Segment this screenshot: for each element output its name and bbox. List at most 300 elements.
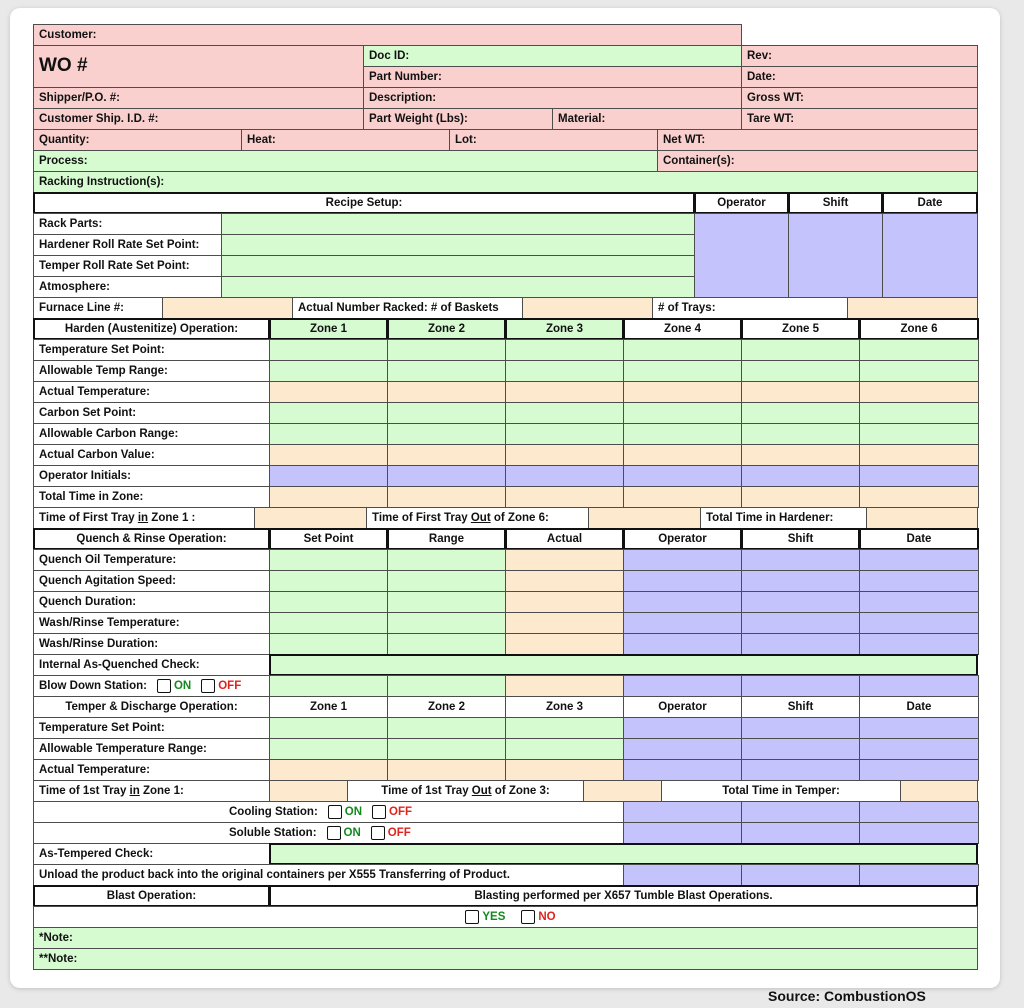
temper-total-label-cell <box>661 780 901 802</box>
temper-operator-header-text: Operator <box>658 701 707 713</box>
harden-allowable-temp-range-zone-1-input[interactable] <box>269 360 388 382</box>
wash-rinse-duration-label-cell <box>33 633 270 655</box>
temper-first-in-label: Time of 1st Tray in Zone 1: <box>39 785 184 797</box>
internal-check-label-cell <box>33 654 270 676</box>
temper-temperature-set-point-col-2-input[interactable] <box>387 717 506 739</box>
temper-actual-temperature-col-4-input[interactable] <box>623 759 742 781</box>
harden-actual-temperature-zone-1-input[interactable] <box>269 381 388 403</box>
quench-range-header-text: Range <box>428 533 465 545</box>
cooling-signoff-3-input[interactable] <box>859 801 979 823</box>
wash-rinse-temperature-label-cell-text: Wash/Rinse Temperature: <box>39 617 180 629</box>
soluble-off-label: OFF <box>387 827 411 839</box>
wash-rinse-temperature-col-1-input[interactable] <box>269 612 388 634</box>
process-label: Process: <box>39 155 88 167</box>
containers-field[interactable] <box>657 150 978 172</box>
customer-ship-id-label: Customer Ship. I.D. #: <box>39 113 159 125</box>
harden-allowable-temp-range-zone-6-input[interactable] <box>859 360 979 382</box>
harden-temperature-set-point-zone-3-input[interactable] <box>505 339 624 361</box>
rack-parts-label-cell <box>33 213 222 235</box>
harden-operator-initials-zone-4-input[interactable] <box>623 465 742 487</box>
temper-zone-1-header-text: Zone 1 <box>309 701 348 713</box>
quench-duration-col-2-input[interactable] <box>387 591 506 613</box>
blast-instruction-text: Blasting performed per X657 Tumble Blast Operations. <box>474 890 773 902</box>
harden-zone-1-header-text: Zone 1 <box>309 323 348 335</box>
harden-actual-carbon-value-zone-6-input[interactable] <box>859 444 979 466</box>
hardener-roll-rate-label-cell <box>33 234 222 256</box>
harden-total-time-in-zone-zone-3-input[interactable] <box>505 486 624 508</box>
blast-yes-label: YES <box>482 911 506 923</box>
harden-operator-initials-zone-5-input[interactable] <box>741 465 860 487</box>
harden-temperature-set-point-zone-5-input[interactable] <box>741 339 860 361</box>
harden-zone-4-header-text: Zone 4 <box>663 323 702 335</box>
harden-title: Harden (Austenitize) Operation: <box>64 323 239 335</box>
quench-oil-temperature-col-5-input[interactable] <box>741 549 860 571</box>
temper-first-out-label-cell <box>347 780 584 802</box>
temper-allowable-temperature-range-col-6-input[interactable] <box>859 738 979 760</box>
quench-oil-temperature-col-3-input[interactable] <box>505 549 624 571</box>
temper-title: Temper & Discharge Operation: <box>65 701 238 713</box>
wash-rinse-duration-col-5-input[interactable] <box>741 633 860 655</box>
harden-total-time-in-zone-zone-1-input[interactable] <box>269 486 388 508</box>
harden-temperature-set-point-zone-6-input[interactable] <box>859 339 979 361</box>
temper-date-header-text: Date <box>906 701 932 713</box>
temper-temperature-set-point-label-cell-text: Temperature Set Point: <box>39 722 165 734</box>
temper-allowable-temperature-range-col-2-input[interactable] <box>387 738 506 760</box>
internal-check-input[interactable] <box>269 654 978 676</box>
temper-shift-header <box>741 696 860 718</box>
harden-temperature-set-point-zone-1-input[interactable] <box>269 339 388 361</box>
quench-agitation-speed-col-5-input[interactable] <box>741 570 860 592</box>
tempered-check-input[interactable] <box>269 843 978 865</box>
temper-zone-2-header <box>387 696 506 718</box>
trays-label-cell <box>652 297 848 319</box>
harden-first-in-input[interactable] <box>254 507 367 529</box>
harden-actual-carbon-value-zone-3-input[interactable] <box>505 444 624 466</box>
note-2-field[interactable] <box>33 948 978 970</box>
quench-range-header <box>387 528 506 550</box>
atmosphere-label: Atmosphere: <box>39 281 110 293</box>
material-field[interactable] <box>552 108 742 130</box>
trays-input[interactable] <box>847 297 978 319</box>
blast-instruction-cell <box>269 885 978 907</box>
date-field[interactable] <box>741 66 978 88</box>
quench-agitation-speed-label-cell-text: Quench Agitation Speed: <box>39 575 176 587</box>
heat-field[interactable] <box>241 129 450 151</box>
temper-allowable-temperature-range-col-4-input[interactable] <box>623 738 742 760</box>
soluble-signoff-3-input[interactable] <box>859 822 979 844</box>
quench-duration-col-1-input[interactable] <box>269 591 388 613</box>
blast-no-checkbox[interactable] <box>521 910 535 924</box>
recipe-operator-label: Operator <box>717 197 766 209</box>
harden-carbon-set-point-label-cell <box>33 402 270 424</box>
blow-down-on-label: ON <box>173 680 192 692</box>
temper-temperature-set-point-col-4-input[interactable] <box>623 717 742 739</box>
doc-id-field[interactable] <box>363 45 742 67</box>
soluble-signoff-1-input[interactable] <box>623 822 742 844</box>
atmosphere-input[interactable] <box>221 276 695 298</box>
harden-actual-temperature-zone-2-input[interactable] <box>387 381 506 403</box>
note-field[interactable] <box>33 927 978 949</box>
unload-signoff-1-input[interactable] <box>623 864 742 886</box>
temper-zone-3-header <box>505 696 624 718</box>
harden-total-time-in-zone-label-cell-text: Total Time in Zone: <box>39 491 144 503</box>
quench-agitation-speed-col-6-input[interactable] <box>859 570 979 592</box>
temper-allowable-temperature-range-col-3-input[interactable] <box>505 738 624 760</box>
harden-operation-header <box>33 318 270 340</box>
harden-temperature-set-point-zone-4-input[interactable] <box>623 339 742 361</box>
quench-duration-col-4-input[interactable] <box>623 591 742 613</box>
temper-actual-temperature-col-2-input[interactable] <box>387 759 506 781</box>
harden-allowable-temp-range-zone-4-input[interactable] <box>623 360 742 382</box>
wash-rinse-temperature-col-4-input[interactable] <box>623 612 742 634</box>
recipe-operator-header <box>694 192 789 214</box>
blow-down-col-6-input[interactable] <box>859 675 979 697</box>
wash-rinse-temperature-col-2-input[interactable] <box>387 612 506 634</box>
harden-actual-temperature-zone-3-input[interactable] <box>505 381 624 403</box>
temper-allowable-temperature-range-label-cell <box>33 738 270 760</box>
quantity-label: Quantity: <box>39 134 90 146</box>
temper-first-in-label-cell <box>33 780 270 802</box>
harden-total-time-in-zone-zone-4-input[interactable] <box>623 486 742 508</box>
recipe-shift-label: Shift <box>822 197 849 209</box>
harden-actual-carbon-value-label-cell <box>33 444 270 466</box>
harden-operator-initials-zone-1-input[interactable] <box>269 465 388 487</box>
harden-total-time-in-zone-zone-5-input[interactable] <box>741 486 860 508</box>
harden-allowable-temp-range-zone-3-input[interactable] <box>505 360 624 382</box>
note-2-label: **Note: <box>39 953 78 965</box>
recipe-date-label: Date <box>917 197 943 209</box>
harden-zone-6-header <box>859 318 979 340</box>
tare-wt-label: Tare WT: <box>747 113 795 125</box>
unload-instruction-cell <box>33 864 624 886</box>
atmosphere-label-cell <box>33 276 222 298</box>
harden-operator-initials-zone-3-input[interactable] <box>505 465 624 487</box>
quench-agitation-speed-label-cell <box>33 570 270 592</box>
description-field[interactable] <box>363 87 742 109</box>
harden-actual-carbon-value-zone-4-input[interactable] <box>623 444 742 466</box>
containers-label: Container(s): <box>663 155 735 167</box>
blow-down-col-2-input[interactable] <box>387 675 506 697</box>
wash-rinse-duration-col-4-input[interactable] <box>623 633 742 655</box>
customer-ship-id-field[interactable] <box>33 108 364 130</box>
cooling-on-label: ON <box>344 806 363 818</box>
blow-down-on-checkbox[interactable] <box>157 679 171 693</box>
quench-oil-temperature-col-6-input[interactable] <box>859 549 979 571</box>
harden-actual-carbon-value-zone-2-input[interactable] <box>387 444 506 466</box>
temper-actual-temperature-col-1-input[interactable] <box>269 759 388 781</box>
blast-title: Blast Operation: <box>106 890 197 902</box>
cooling-signoff-1-input[interactable] <box>623 801 742 823</box>
wash-rinse-duration-col-3-input[interactable] <box>505 633 624 655</box>
wash-rinse-duration-col-6-input[interactable] <box>859 633 979 655</box>
temper-roll-rate-input[interactable] <box>221 255 695 277</box>
temper-actual-temperature-col-3-input[interactable] <box>505 759 624 781</box>
baskets-label: Actual Number Racked: # of Baskets <box>298 302 499 314</box>
temper-roll-rate-label-cell <box>33 255 222 277</box>
unload-signoff-3-input[interactable] <box>859 864 979 886</box>
harden-operator-initials-label-cell <box>33 465 270 487</box>
gross-wt-label: Gross WT: <box>747 92 804 104</box>
quench-operator-header-text: Operator <box>658 533 707 545</box>
temper-total-input[interactable] <box>900 780 978 802</box>
temper-temperature-set-point-col-5-input[interactable] <box>741 717 860 739</box>
quench-duration-col-5-input[interactable] <box>741 591 860 613</box>
temper-allowable-temperature-range-col-1-input[interactable] <box>269 738 388 760</box>
quench-oil-temperature-col-4-input[interactable] <box>623 549 742 571</box>
hardener-roll-rate-label: Hardener Roll Rate Set Point: <box>39 239 200 251</box>
racking-instructions-field[interactable] <box>33 171 978 193</box>
baskets-label-cell <box>292 297 523 319</box>
quench-set-point-header-text: Set Point <box>303 533 354 545</box>
recipe-shift-header <box>788 192 883 214</box>
quench-oil-temperature-col-2-input[interactable] <box>387 549 506 571</box>
harden-total-time-in-zone-zone-6-input[interactable] <box>859 486 979 508</box>
harden-carbon-set-point-zone-6-input[interactable] <box>859 402 979 424</box>
temper-allowable-temperature-range-label-cell-text: Allowable Temperature Range: <box>39 743 207 755</box>
temper-temperature-set-point-label-cell <box>33 717 270 739</box>
soluble-off-checkbox[interactable] <box>371 826 385 840</box>
harden-first-out-input[interactable] <box>588 507 701 529</box>
quench-title: Quench & Rinse Operation: <box>76 533 227 545</box>
temper-shift-header-text: Shift <box>787 701 814 713</box>
harden-carbon-set-point-zone-2-input[interactable] <box>387 402 506 424</box>
recipe-shift-input[interactable] <box>788 213 883 298</box>
temper-total-label: Total Time in Temper: <box>722 785 840 797</box>
harden-zone-4-header <box>623 318 742 340</box>
blast-no-label: NO <box>538 911 556 923</box>
temper-first-in-input[interactable] <box>269 780 348 802</box>
wash-rinse-duration-col-2-input[interactable] <box>387 633 506 655</box>
harden-zone-2-header-text: Zone 2 <box>427 323 466 335</box>
blow-down-station-cell <box>33 675 270 697</box>
temper-first-out-label: Time of 1st Tray Out of Zone 3: <box>381 785 550 797</box>
harden-allowable-carbon-range-label-cell-text: Allowable Carbon Range: <box>39 428 179 440</box>
temper-date-header <box>859 696 979 718</box>
tare-wt-field[interactable] <box>741 108 978 130</box>
quench-duration-col-6-input[interactable] <box>859 591 979 613</box>
harden-zone-6-header-text: Zone 6 <box>900 323 938 335</box>
unload-signoff-2-input[interactable] <box>741 864 860 886</box>
quench-oil-temperature-label-cell-text: Quench Oil Temperature: <box>39 554 177 566</box>
soluble-signoff-2-input[interactable] <box>741 822 860 844</box>
harden-allowable-temp-range-label-cell-text: Allowable Temp Range: <box>39 365 168 377</box>
blow-down-col-5-input[interactable] <box>741 675 860 697</box>
quench-oil-temperature-col-1-input[interactable] <box>269 549 388 571</box>
harden-temperature-set-point-label-cell <box>33 339 270 361</box>
description-label: Description: <box>369 92 437 104</box>
harden-actual-carbon-value-zone-1-input[interactable] <box>269 444 388 466</box>
harden-allowable-carbon-range-zone-5-input[interactable] <box>741 423 860 445</box>
temper-operator-header <box>623 696 742 718</box>
harden-actual-temperature-zone-5-input[interactable] <box>741 381 860 403</box>
soluble-station-cell <box>33 822 624 844</box>
harden-allowable-carbon-range-zone-1-input[interactable] <box>269 423 388 445</box>
cooling-off-checkbox[interactable] <box>372 805 386 819</box>
customer-label: Customer: <box>39 29 97 41</box>
harden-allowable-carbon-range-zone-2-input[interactable] <box>387 423 506 445</box>
temper-zone-3-header-text: Zone 3 <box>545 701 584 713</box>
quench-shift-header-text: Shift <box>787 533 814 545</box>
part-number-label: Part Number: <box>369 71 442 83</box>
harden-actual-temperature-label-cell-text: Actual Temperature: <box>39 386 150 398</box>
harden-carbon-set-point-zone-1-input[interactable] <box>269 402 388 424</box>
racking-label: Racking Instruction(s): <box>39 176 165 188</box>
harden-actual-carbon-value-label-cell-text: Actual Carbon Value: <box>39 449 155 461</box>
recipe-date-header <box>882 192 978 214</box>
wash-rinse-duration-col-1-input[interactable] <box>269 633 388 655</box>
cooling-off-label: OFF <box>389 806 413 818</box>
temper-allowable-temperature-range-col-5-input[interactable] <box>741 738 860 760</box>
quench-agitation-speed-col-3-input[interactable] <box>505 570 624 592</box>
harden-total-time-in-zone-zone-2-input[interactable] <box>387 486 506 508</box>
harden-carbon-set-point-zone-3-input[interactable] <box>505 402 624 424</box>
temper-actual-temperature-label-cell <box>33 759 270 781</box>
harden-first-in-label-cell <box>33 507 255 529</box>
temper-actual-temperature-col-6-input[interactable] <box>859 759 979 781</box>
quantity-field[interactable] <box>33 129 242 151</box>
harden-allowable-carbon-range-label-cell <box>33 423 270 445</box>
note-label: *Note: <box>39 932 73 944</box>
unload-instruction-text: Unload the product back into the original containers per X555 Transferring of Product. <box>39 869 510 881</box>
quench-actual-header <box>505 528 624 550</box>
harden-total-label-cell <box>700 507 867 529</box>
harden-actual-temperature-zone-6-input[interactable] <box>859 381 979 403</box>
quench-agitation-speed-col-1-input[interactable] <box>269 570 388 592</box>
blow-down-col-1-input[interactable] <box>269 675 388 697</box>
gross-wt-field[interactable] <box>741 87 978 109</box>
harden-zone-2-header <box>387 318 506 340</box>
harden-operator-initials-zone-2-input[interactable] <box>387 465 506 487</box>
blow-down-label: Blow Down Station: <box>39 680 147 692</box>
doc-id-label: Doc ID: <box>369 50 410 62</box>
rack-parts-label: Rack Parts: <box>39 218 103 230</box>
part-weight-field[interactable] <box>363 108 553 130</box>
wash-rinse-temperature-label-cell <box>33 612 270 634</box>
harden-total-input[interactable] <box>866 507 978 529</box>
harden-allowable-temp-range-label-cell <box>33 360 270 382</box>
wash-rinse-duration-label-cell-text: Wash/Rinse Duration: <box>39 638 159 650</box>
cooling-station-cell <box>33 801 624 823</box>
baskets-input[interactable] <box>522 297 653 319</box>
temper-actual-temperature-col-5-input[interactable] <box>741 759 860 781</box>
harden-allowable-temp-range-zone-5-input[interactable] <box>741 360 860 382</box>
recipe-operator-input[interactable] <box>694 213 789 298</box>
material-label: Material: <box>558 113 606 125</box>
harden-allowable-carbon-range-zone-4-input[interactable] <box>623 423 742 445</box>
harden-zone-3-header-text: Zone 3 <box>545 323 584 335</box>
lot-field[interactable] <box>449 129 658 151</box>
temper-operation-header <box>33 696 270 718</box>
quench-shift-header <box>741 528 860 550</box>
harden-total-label: Total Time in Hardener: <box>706 512 834 524</box>
quench-duration-label-cell-text: Quench Duration: <box>39 596 137 608</box>
shipper-po-field[interactable] <box>33 87 364 109</box>
quench-actual-header-text: Actual <box>546 533 583 545</box>
harden-zone-1-header <box>269 318 388 340</box>
quench-operator-header <box>623 528 742 550</box>
temper-roll-rate-label: Temper Roll Rate Set Point: <box>39 260 190 272</box>
hardener-roll-rate-input[interactable] <box>221 234 695 256</box>
rev-label: Rev: <box>747 50 772 62</box>
rev-field[interactable] <box>741 45 978 67</box>
harden-allowable-carbon-range-zone-6-input[interactable] <box>859 423 979 445</box>
process-field[interactable] <box>33 150 658 172</box>
wo-label: WO # <box>39 55 88 76</box>
furnace-line-input[interactable] <box>162 297 293 319</box>
harden-allowable-carbon-range-zone-3-input[interactable] <box>505 423 624 445</box>
harden-actual-carbon-value-zone-5-input[interactable] <box>741 444 860 466</box>
harden-carbon-set-point-zone-5-input[interactable] <box>741 402 860 424</box>
blast-yes-checkbox[interactable] <box>465 910 479 924</box>
harden-actual-temperature-zone-4-input[interactable] <box>623 381 742 403</box>
recipe-date-input[interactable] <box>882 213 978 298</box>
blast-yes-no-cell <box>33 906 978 928</box>
lot-label: Lot: <box>455 134 477 146</box>
temper-temperature-set-point-col-3-input[interactable] <box>505 717 624 739</box>
part-weight-label: Part Weight (Lbs): <box>369 113 468 125</box>
wash-rinse-temperature-col-5-input[interactable] <box>741 612 860 634</box>
quench-agitation-speed-col-4-input[interactable] <box>623 570 742 592</box>
date-label: Date: <box>747 71 776 83</box>
wo-number-field[interactable] <box>33 45 364 88</box>
quench-date-header-text: Date <box>906 533 932 545</box>
customer-field[interactable] <box>33 24 742 46</box>
harden-temperature-set-point-label-cell-text: Temperature Set Point: <box>39 344 165 356</box>
temper-first-out-input[interactable] <box>583 780 662 802</box>
harden-temperature-set-point-zone-2-input[interactable] <box>387 339 506 361</box>
blow-down-off-label: OFF <box>218 680 242 692</box>
harden-carbon-set-point-label-cell-text: Carbon Set Point: <box>39 407 137 419</box>
harden-carbon-set-point-zone-4-input[interactable] <box>623 402 742 424</box>
blow-down-off-checkbox[interactable] <box>201 679 215 693</box>
harden-allowable-temp-range-zone-2-input[interactable] <box>387 360 506 382</box>
soluble-on-label: ON <box>343 827 361 839</box>
cooling-on-checkbox[interactable] <box>328 805 342 819</box>
harden-zone-3-header <box>505 318 624 340</box>
quench-date-header <box>859 528 979 550</box>
net-wt-field[interactable] <box>657 129 978 151</box>
tempered-check-label: As-Tempered Check: <box>39 848 154 860</box>
soluble-on-checkbox[interactable] <box>327 826 341 840</box>
wash-rinse-temperature-col-6-input[interactable] <box>859 612 979 634</box>
recipe-setup-title: Recipe Setup: <box>325 197 403 209</box>
blast-operation-header <box>33 885 270 907</box>
blow-down-col-3-input[interactable] <box>505 675 624 697</box>
temper-temperature-set-point-col-6-input[interactable] <box>859 717 979 739</box>
cooling-signoff-2-input[interactable] <box>741 801 860 823</box>
harden-operator-initials-label-cell-text: Operator Initials: <box>39 470 132 482</box>
temper-temperature-set-point-col-1-input[interactable] <box>269 717 388 739</box>
quench-operation-header <box>33 528 270 550</box>
rack-parts-input[interactable] <box>221 213 695 235</box>
heat-label: Heat: <box>247 134 276 146</box>
furnace-line-label-cell <box>33 297 163 319</box>
temper-zone-1-header <box>269 696 388 718</box>
quench-duration-col-3-input[interactable] <box>505 591 624 613</box>
furnace-line-label: Furnace Line #: <box>39 302 124 314</box>
blow-down-col-4-input[interactable] <box>623 675 742 697</box>
shipper-po-label: Shipper/P.O. #: <box>39 92 120 104</box>
wash-rinse-temperature-col-3-input[interactable] <box>505 612 624 634</box>
quench-agitation-speed-col-2-input[interactable] <box>387 570 506 592</box>
tempered-check-label-cell <box>33 843 270 865</box>
harden-operator-initials-zone-6-input[interactable] <box>859 465 979 487</box>
internal-check-label: Internal As-Quenched Check: <box>39 659 200 671</box>
harden-first-out-label: Time of First Tray Out of Zone 6: <box>372 512 549 524</box>
part-number-field[interactable] <box>363 66 742 88</box>
recipe-setup-header <box>33 192 695 214</box>
source-caption: Source: CombustionOS <box>768 988 926 1004</box>
